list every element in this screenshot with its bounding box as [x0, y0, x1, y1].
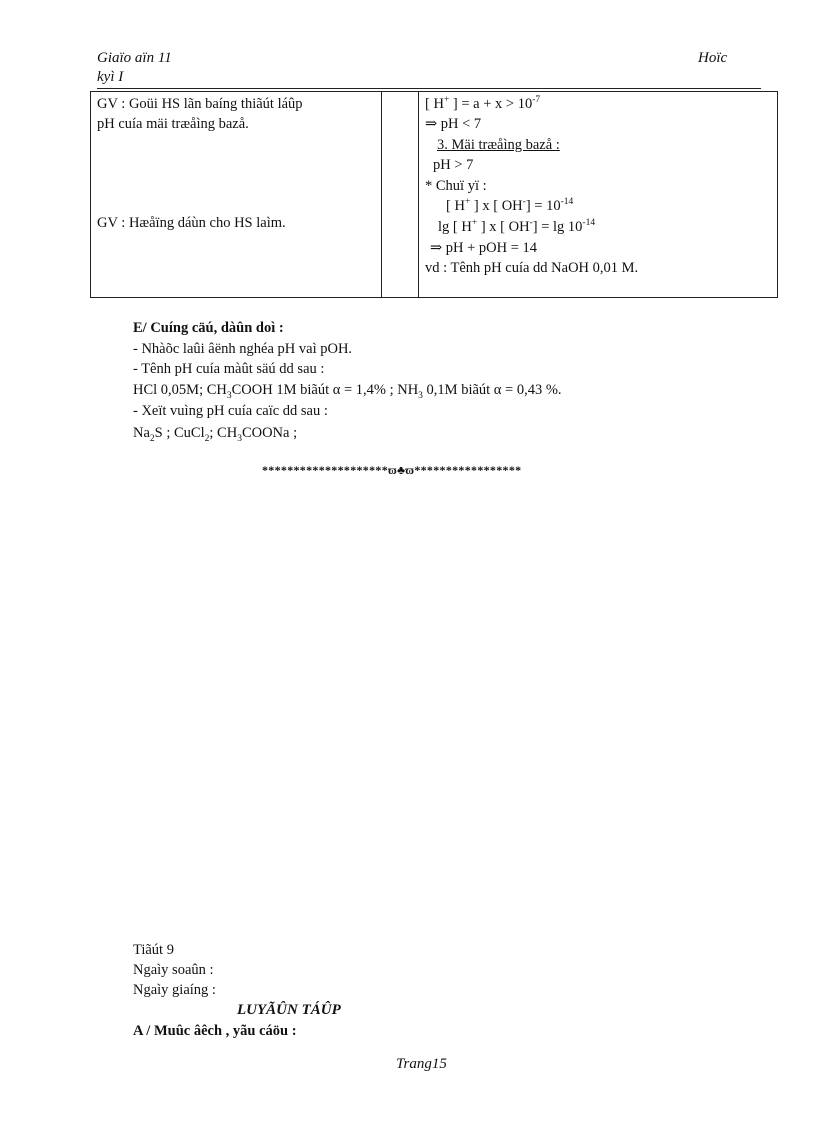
header-right: Hoïc	[698, 50, 728, 66]
section-e-item-3: HCl 0,05M; $CH_3COOH$ 1M biãút α = 1,4% ; $NH_3$ 0,1M biãút α = 0,43 %.	[133, 382, 562, 401]
page-footer: Trang15	[396, 1056, 447, 1072]
right-col-line5: * Chuï yï :	[425, 178, 487, 194]
right-col-line1: [ H+ ] = $a + x > 10^{-7}$	[425, 95, 541, 112]
section-e-item-5: $Na_2S$ ; CuCl$_2$; $CH_3COONa$ ;	[133, 425, 298, 444]
table-divider-2	[418, 92, 419, 297]
section-e-item-1: - Nhàõc laûi âënh nghéa pH vaì pOH.	[133, 341, 353, 357]
table-divider-1	[381, 92, 382, 297]
left-col-p2: GV : Hæåïng dáùn cho HS laìm.	[97, 215, 286, 231]
header-left-line2: kyì I	[97, 69, 124, 85]
right-col-line6: [ H+ ] x [ $OH^-] = 10^{-14}$	[446, 197, 574, 214]
right-col-line4: pH > 7	[433, 157, 474, 173]
right-col-line9: vd : Tênh pH cuía dd NaOH 0,01 M.	[425, 260, 639, 276]
right-col-line7: lg [ H+ ] x [ $OH^-] = \lg 10^{-14}$	[438, 218, 596, 235]
section-e-heading: E/ Cuíng cäú, dàûn doì :	[133, 320, 284, 336]
right-col-line2: ⇒ pH < 7	[425, 116, 482, 132]
teach-date: Ngaìy giaíng :	[133, 982, 216, 998]
lesson-title: LUYÃÛN TÁÛP	[237, 1002, 341, 1018]
section-e-item-2: - Tênh pH cuía màût säú dd sau :	[133, 361, 325, 377]
lesson-number: Tiãút 9	[133, 942, 174, 958]
left-col-p1-line2: pH cuía mäi træåìng bazå.	[97, 116, 249, 132]
section-separator: ********************ϖ♣ϖ*****************	[262, 463, 522, 477]
right-col-heading-base: 3. Mäi træåìng bazå :	[437, 137, 560, 153]
prep-date: Ngaìy soaûn :	[133, 962, 214, 978]
section-a-heading: A / Muûc âêch , yãu cáöu :	[133, 1023, 297, 1039]
section-e-item-4: - Xeït vuìng pH cuía caïc dd sau :	[133, 403, 328, 419]
right-col-line8: ⇒ pH + pOH = 14	[430, 240, 538, 256]
lesson-table	[90, 91, 778, 298]
header-left-line1: Giaïo aïn 11	[97, 50, 172, 66]
left-col-p1-line1: GV : Goüi HS lãn baíng thiãút láûp	[97, 96, 303, 112]
header-rule	[97, 88, 761, 89]
